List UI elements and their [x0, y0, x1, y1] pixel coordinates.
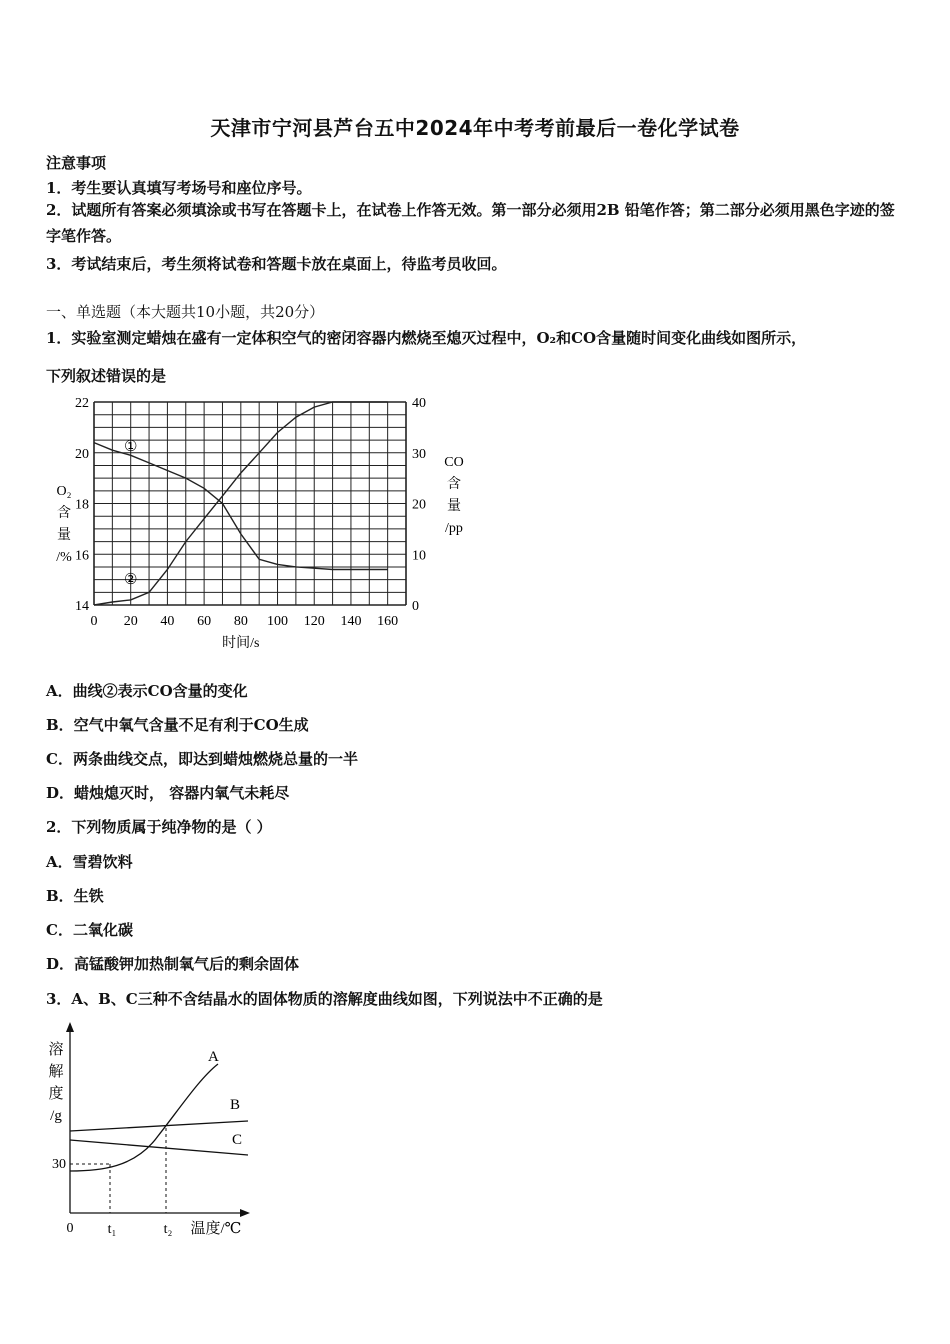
curve-label-a: A [208, 1049, 219, 1065]
y-axis-arrow [66, 1022, 74, 1032]
y-axis-label: /g [50, 1108, 62, 1124]
o2-co-chart [46, 395, 476, 660]
notice-heading: 注意事项 [46, 154, 107, 172]
q2-option-b: B．生铁 [46, 887, 104, 905]
y-right-tick-label: 0 [412, 599, 419, 614]
y-left-tick-label: 20 [75, 446, 89, 462]
page-title: 天津市宁河县芦台五中2024年中考考前最后一卷化学试卷 [210, 116, 740, 140]
y-right-tick-label: 40 [412, 396, 426, 411]
x-tick-label: 80 [233, 614, 248, 629]
y-left-axis-label: 量 [57, 528, 71, 543]
y-right-tick-label: 10 [412, 548, 426, 564]
y-right-axis-label: CO [444, 455, 464, 470]
x-axis-label: 时间/s [222, 636, 260, 651]
q3-stem: 3．A、B、C三种不含结晶水的固体物质的溶解度曲线如图，下列说法中不正确的是 [46, 990, 603, 1008]
x-axis-label: 温度/℃ [190, 1221, 242, 1237]
origin-label: 0 [66, 1221, 74, 1236]
q1-stem-line2: 下列叙述错误的是 [46, 367, 167, 385]
y-left-axis-label: O₂ [56, 484, 72, 499]
y-right-axis-label: 量 [447, 499, 461, 514]
section-heading: 一、单选题（本大题共10小题，共20分） [46, 303, 325, 321]
solubility-chart [40, 1018, 270, 1243]
y-left-axis-label: /% [56, 550, 72, 565]
x-marker-t1: t₁ [107, 1222, 117, 1237]
q1-option-c: C．两条曲线交点，即达到蜡烛燃烧总量的一半 [46, 750, 358, 768]
x-tick-label: 40 [160, 614, 175, 629]
x-tick-label: 60 [197, 614, 212, 629]
notice-2: 2．试题所有答案必须填涂或书写在答题卡上，在试卷上作答无效。第一部分必须用2B 铅笔作答；第二部分必须用黑色字迹的签字笔作答。 [46, 201, 895, 245]
x-tick-label: 120 [303, 614, 325, 629]
y-marker-label: 30 [52, 1157, 66, 1172]
curve-b [70, 1121, 248, 1131]
q2-stem: 2．下列物质属于纯净物的是（ ） [46, 818, 272, 836]
y-right-axis-label: 含 [447, 477, 461, 492]
y-left-tick-label: 14 [75, 599, 89, 614]
y-right-tick-label: 30 [412, 446, 426, 462]
y-left-axis-label: 含 [57, 506, 71, 521]
curve-label-b: B [230, 1097, 241, 1113]
q1-option-b: B．空气中氧气含量不足有利于CO生成 [46, 716, 309, 734]
x-tick-label: 140 [340, 614, 362, 629]
x-tick-label: 20 [123, 614, 138, 629]
q2-option-c: C．二氧化碳 [46, 921, 133, 939]
y-axis-label: 度 [48, 1086, 64, 1102]
y-right-tick-label: 20 [412, 497, 426, 513]
y-axis-label: 溶 [48, 1042, 64, 1058]
y-right-axis-label: /pp [445, 521, 463, 536]
q2-option-d: D．高锰酸钾加热制氧气后的剩余固体 [46, 955, 300, 973]
notice-1: 1．考生要认真填写考场号和座位序号。 [46, 179, 312, 197]
y-left-tick-label: 16 [75, 548, 89, 564]
series-label-2: ② [123, 572, 138, 589]
q1-option-a: A．曲线②表示CO含量的变化 [46, 682, 248, 700]
series-label-1: ① [123, 438, 138, 455]
y-left-tick-label: 22 [75, 396, 89, 411]
y-left-tick-label: 18 [75, 497, 89, 513]
x-marker-t2: t₂ [163, 1222, 173, 1237]
curve-label-c: C [232, 1132, 243, 1148]
y-axis-label: 解 [48, 1064, 64, 1080]
notice-3: 3．考试结束后，考生须将试卷和答题卡放在桌面上，待监考员收回。 [46, 255, 507, 273]
q2-option-a: A．雪碧饮料 [46, 853, 133, 871]
x-tick-label: 0 [90, 614, 98, 629]
q1-stem-line1: 1．实验室测定蜡烛在盛有一定体积空气的密闭容器内燃烧至熄灭过程中，O₂和CO含量随时间变化曲线如图所示， [46, 329, 807, 347]
curve-a [70, 1064, 218, 1171]
x-tick-label: 160 [377, 614, 399, 629]
q1-option-d: D．蜡烛熄灭时， 容器内氧气未耗尽 [46, 784, 290, 802]
x-axis-arrow [240, 1209, 250, 1217]
curve-c [70, 1140, 248, 1155]
x-tick-label: 100 [267, 614, 289, 629]
